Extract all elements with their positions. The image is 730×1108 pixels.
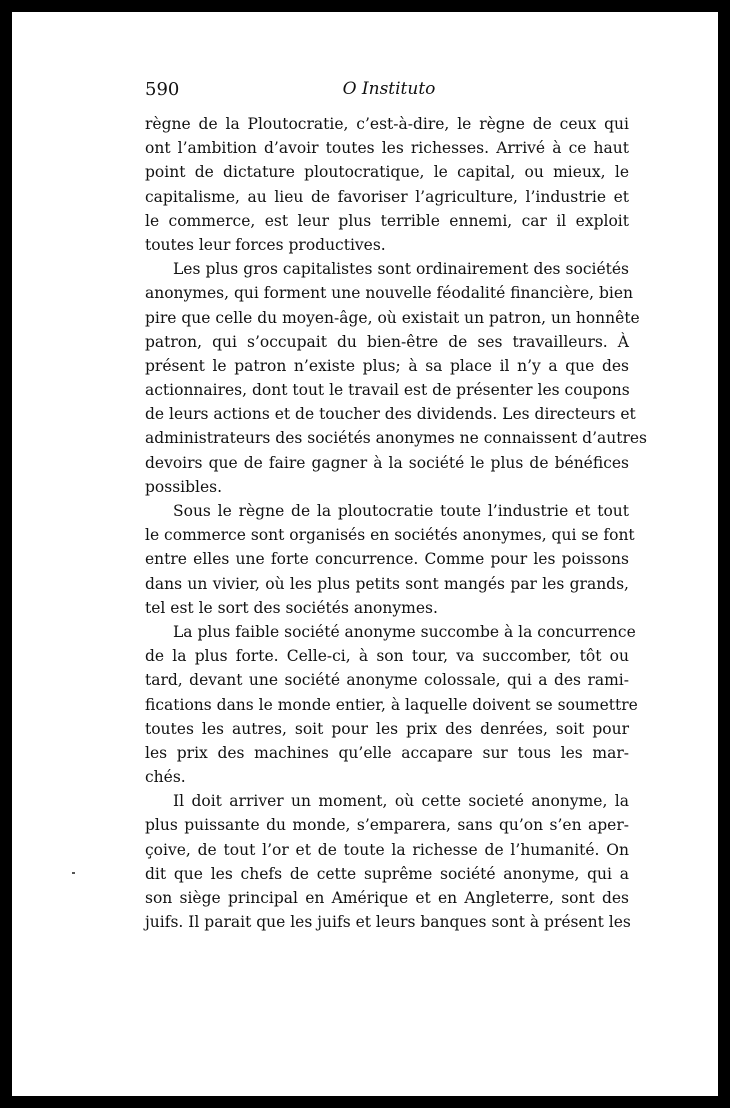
- text-line: toutes les autres, soit pour les prix des denrées, soit pour: [145, 719, 629, 738]
- text-line: fications dans le monde entier, à laquelle doivent se soumettre: [145, 695, 638, 714]
- text-line: toutes leur forces productives.: [145, 235, 386, 254]
- text-line: entre elles une forte concurrence. Comme pour les poissons: [145, 550, 629, 569]
- scanned-page: [12, 12, 718, 1096]
- running-head: [145, 75, 633, 105]
- text-line: plus puissante du monde, s’emparera, sans qu’on s’en aper-: [145, 816, 629, 835]
- text-line: possibles.: [145, 477, 223, 496]
- text-line: Les plus gros capitalistes sont ordinairement des sociétés: [173, 260, 629, 279]
- text-line: anonymes, qui forment une nouvelle féodalité financière, bien: [145, 284, 634, 303]
- text-line: le commerce, est leur plus terrible ennemi, car il exploit: [145, 211, 629, 230]
- paragraph-2: [145, 257, 647, 499]
- text-line: point de dictature ploutocratique, le capital, ou mieux, le: [145, 163, 629, 182]
- paragraph-5: [145, 789, 629, 934]
- paragraph-4: [145, 620, 638, 789]
- text-line: dit que les chefs de cette suprême société anonyme, qui a: [145, 864, 629, 883]
- text-line: juifs. Il parait que les juifs et leurs banques sont à présent les: [145, 913, 631, 932]
- text-line: tard, devant une société anonyme colossale, qui a des rami-: [145, 671, 629, 690]
- text-line: actionnaires, dont tout le travail est de présenter les coupons: [145, 381, 630, 400]
- text-line: présent le patron n’existe plus; à sa place il n’y a que des: [145, 356, 629, 375]
- text-line: administrateurs des sociétés anonymes ne connaissent d’autres: [145, 429, 647, 448]
- journal-title: O Instituto: [342, 79, 436, 99]
- text-line: tel est le sort des sociétés anonymes.: [145, 598, 438, 617]
- text-line: de leurs actions et de toucher des dividends. Les directeurs et: [145, 405, 636, 424]
- text-line: capitalisme, au lieu de favoriser l’agriculture, l’industrie et: [145, 187, 629, 206]
- text-line: le commerce sont organisés en sociétés anonymes, qui se font: [145, 526, 635, 545]
- text-line: La plus faible société anonyme succombe à la concurrence: [173, 622, 636, 641]
- text-line: Il doit arriver un moment, où cette societé anonyme, la: [173, 792, 629, 811]
- scan-speck: [72, 872, 75, 874]
- text-line: de la plus forte. Celle-ci, à son tour, va succomber, tôt ou: [145, 647, 629, 666]
- text-line: patron, qui s’occupait du bien-être de ses travailleurs. À: [145, 332, 629, 351]
- text-line: son siège principal en Amérique et en Angleterre, sont des: [145, 889, 629, 907]
- text-line: règne de la Ploutocratie, c’est-à-dire, le règne de ceux qui: [145, 115, 629, 133]
- text-line: chés.: [145, 768, 186, 787]
- body-text: [145, 112, 647, 934]
- text-line: ont l’ambition d’avoir toutes les richesses. Arrivé à ce haut: [145, 139, 629, 158]
- text-line: çoive, de tout l’or et de toute la richesse de l’humanité. On: [145, 840, 629, 859]
- text-line: Sous le règne de la ploutocratie toute l’industrie et tout: [173, 502, 629, 520]
- page-number: 590: [145, 79, 180, 100]
- text-line: pire que celle du moyen-âge, où existait un patron, un honnête: [145, 308, 640, 327]
- paragraph-3: [145, 499, 635, 620]
- paragraph-1: [145, 112, 629, 257]
- text-line: les prix des machines qu’elle accapare sur tous les mar-: [145, 743, 629, 762]
- text-line: dans un vivier, où les plus petits sont mangés par les grands,: [145, 574, 629, 593]
- text-line: devoirs que de faire gagner à la société le plus de bénéfices: [145, 453, 629, 472]
